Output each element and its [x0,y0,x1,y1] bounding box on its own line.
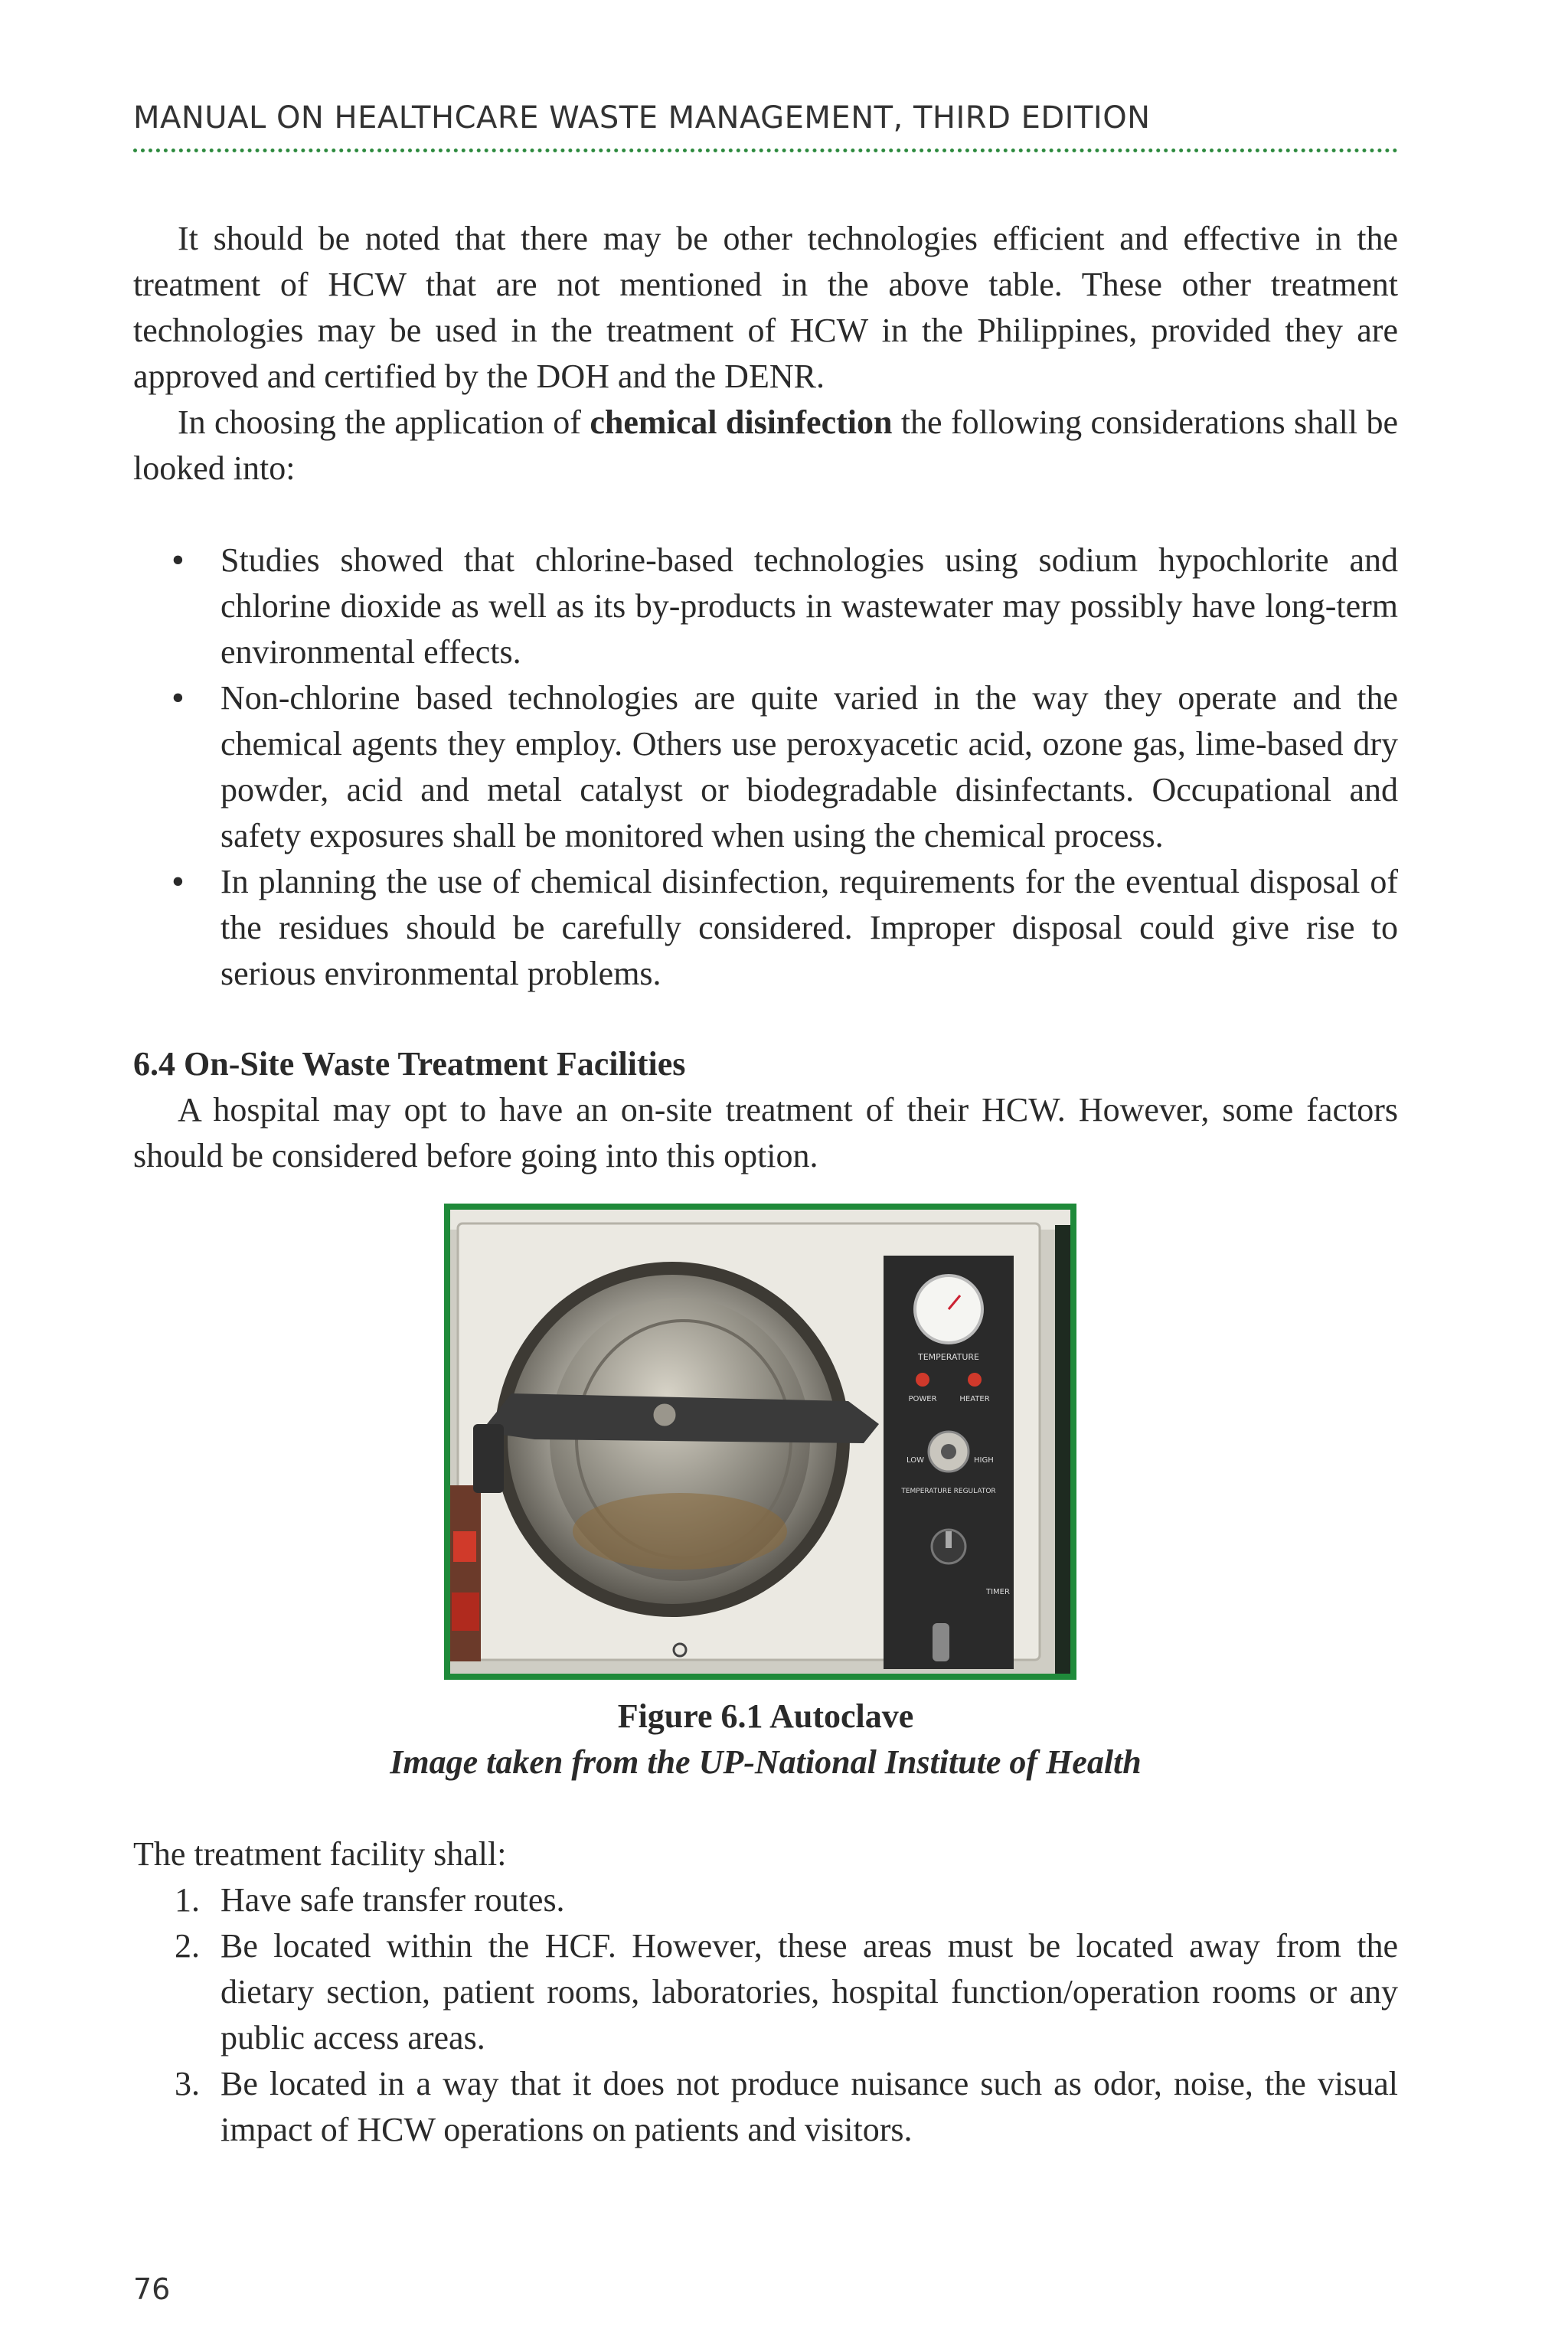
intro-paragraph: It should be noted that there may be other technologies efficient and effective in the treatment of HCW that are not mentioned in the above table. These other treatment technologies may be used in the treatment of HCW in the Philippines, provided they are approved and certified by the DOH and the DENR. [133,220,1398,395]
list-item: • Non-chlorine based technologies are quite varied in the way they operate and the chemical agents they employ. Others use peroxyacetic acid, ozone gas, lime-based dry powder, acid and metal catalyst or biodegradable disinfectants. Occupational and safety exposures shall be monitored when using the chemical process. [133,675,1398,859]
item-number: 3. [175,2065,200,2102]
figure [133,1199,1398,1689]
considerations-list [133,537,1398,997]
facility-requirements-list [133,1877,1398,2153]
page-body [133,216,1398,2153]
high-label: HIGH [974,1456,994,1465]
section-paragraph: A hospital may opt to have an on-site treatment of their HCW. However, some factors should be considered before going into this option. [133,1091,1398,1174]
running-title: MANUAL ON HEALTHCARE WASTE MANAGEMENT, THIRD EDITION [133,100,1151,136]
bullet-icon: • [172,678,185,718]
heater-label: HEATER [959,1395,990,1403]
bullet-icon: • [172,861,185,902]
section-heading: 6.4 On-Site Waste Treatment Facilities [133,1045,686,1083]
low-label: LOW [906,1456,924,1465]
item-number: 1. [175,1881,200,1919]
figure-title: Figure 6.1 Autoclave [617,1697,914,1735]
running-header [133,95,1398,152]
page-number: 76 [133,2272,171,2306]
item-number: 2. [175,1927,200,1965]
regulator-label: TEMPERATURE REGULATOR [901,1488,996,1495]
figure-source: Image taken from the UP-National Institute of Health [390,1743,1142,1781]
temperature-label: TEMPERATURE [918,1352,979,1362]
list-item: 3. Be located in a way that it does not produce nuisance such as odor, noise, the visual impact of HCW operations on patients and visitors. [133,2061,1398,2153]
list-item: • Studies showed that chlorine-based technologies using sodium hypochlorite and chlorine dioxide as well as its by-products in wastewater may possibly have long-term environmental effects. [133,537,1398,675]
timer-label: TIMER [986,1588,1010,1596]
list-item: 1. Have safe transfer routes. [133,1877,1398,1923]
list-item: • In planning the use of chemical disinfection, requirements for the eventual disposal of the residues should be carefully considered. Improper disposal could give rise to serious environmental problems. [133,859,1398,997]
power-label: POWER [908,1395,937,1403]
chemical-disinfection-term: chemical disinfection [590,403,893,441]
chemical-disinfection-paragraph: In choosing the application of chemical disinfection the following considerations shall be looked into: [133,403,1399,487]
list-item: 2. Be located within the HCF. However, these areas must be located away from the dietary section, patient rooms, laboratories, hospital function/operation rooms or any public access areas. [133,1923,1398,2061]
figure-caption [133,1694,1398,1785]
autoclave-photo [444,1204,1076,1680]
facility-lead: The treatment facility shall: [133,1835,507,1873]
bullet-icon: • [172,540,185,580]
